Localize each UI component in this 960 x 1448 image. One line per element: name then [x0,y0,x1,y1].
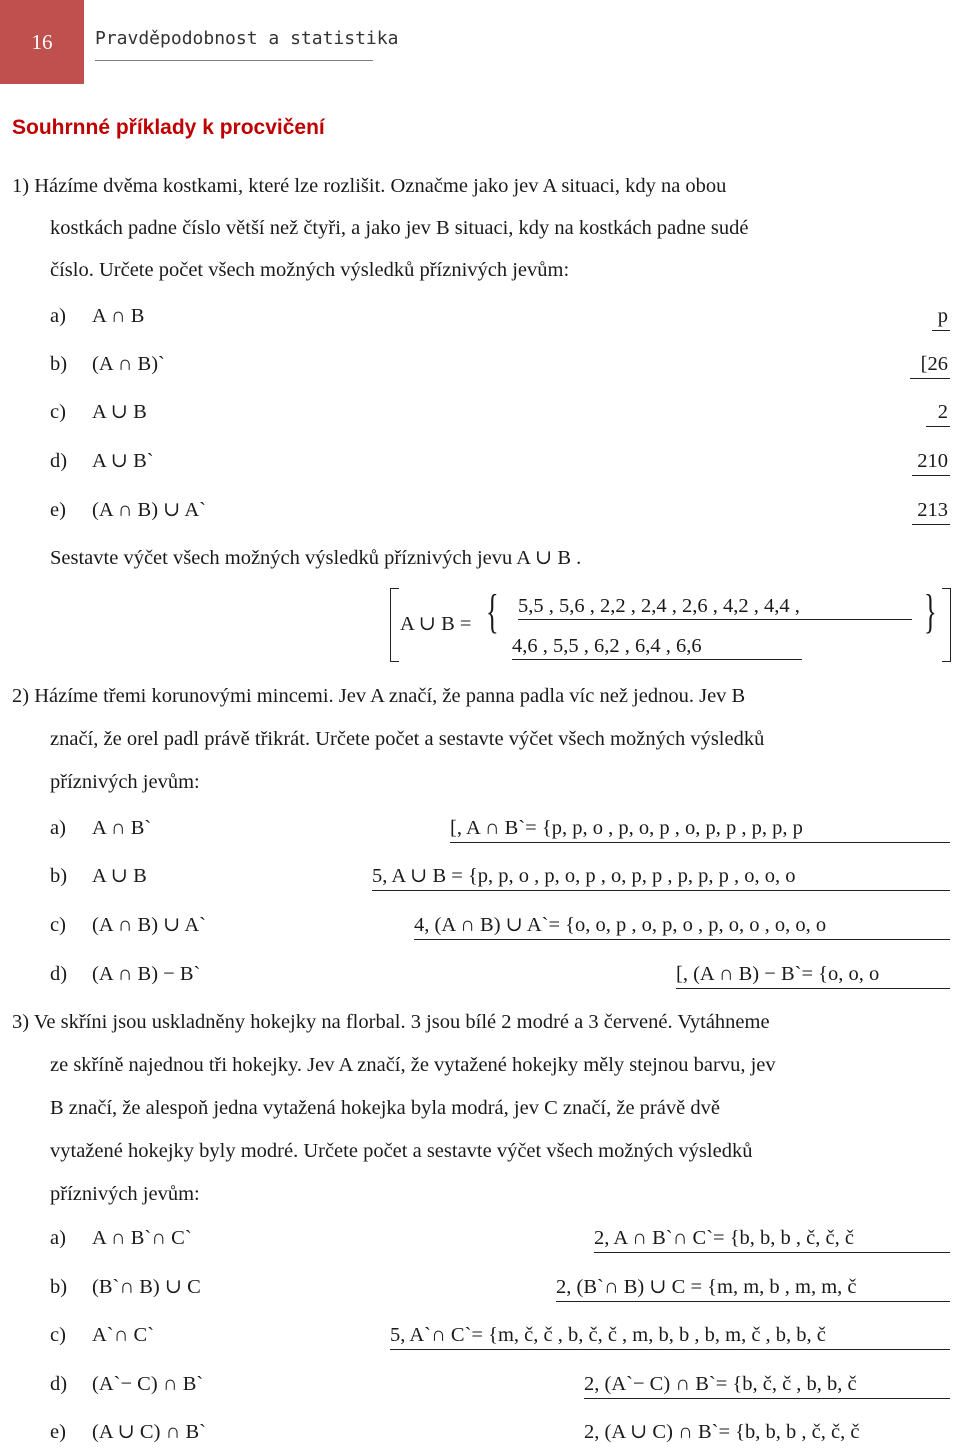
ex3-text-line2: ze skříně najednou tři hokejky. Jev A značí, že vytažené hokejky měly stejnou barvu, jev [50,1054,776,1076]
ex2-b-result: 5, A ∪ B = {p, p, o , p, o, p , o, p, p , p, p, p , o, o, o [372,865,796,887]
ex1-c-label: c) [50,401,66,423]
ex1-d-result-rule [912,475,950,476]
ex1-set-lhs: A ∪ B = [400,613,472,635]
ex3-d-result-rule [584,1398,950,1399]
chapter-title: Pravděpodobnost a statistika [95,28,399,49]
ex1-b-result-rule [910,378,950,379]
ex1-list-prompt: Sestavte výčet všech možných výsledků příznivých jevu A ∪ B . [50,547,582,569]
ex1-a-label: a) [50,305,66,327]
ex2-a-result-rule [450,842,950,843]
ex2-a-result: [, A ∩ B`= {p, p, o , p, o, p , o, p, p , p, p, p [450,817,803,839]
ex1-a-result-rule [932,330,950,331]
ex3-text-line3: B značí, že alespoň jedna vytažená hokejka byla modrá, jev C značí, že právě dvě [50,1097,720,1119]
ex2-a-label: a) [50,817,66,839]
ex1-a-result: p [937,305,948,327]
ex2-d-result: [, (A ∩ B) − B`= {o, o, o [676,963,880,985]
ex2-text-line2: značí, že orel padl právě třikrát. Určete počet a sestavte výčet všech možných výsledků [50,728,765,750]
ex3-a-result-rule [594,1252,950,1253]
ex2-a-expression: A ∩ B` [92,817,152,839]
ex3-b-result-rule [556,1301,950,1302]
ex1-set-row2: 4,6 , 5,5 , 6,2 , 6,4 , 6,6 [512,635,702,657]
page-number: 16 [31,29,53,54]
ex1-e-result: 213 [917,499,948,521]
header-divider [95,60,373,61]
ex1-b-label: b) [50,353,68,375]
ex3-e-expression: (A ∪ C) ∩ B` [92,1421,206,1443]
ex3-text-line5: příznivých jevům: [50,1183,200,1205]
ex3-d-expression: (A`− C) ∩ B` [92,1373,204,1395]
ex1-right-brace: } [924,585,937,638]
ex3-c-result-rule [390,1349,950,1350]
ex1-e-label: e) [50,499,66,521]
ex1-outer-bracket-left [390,588,399,662]
ex3-a-label: a) [50,1227,66,1249]
ex3-d-result: 2, (A`− C) ∩ B`= {b, č, č , b, b, č [584,1373,857,1395]
ex3-a-expression: A ∩ B`∩ C` [92,1227,192,1249]
ex2-c-result: 4, (A ∩ B) ∪ A`= {o, o, p , o, p, o , p, o, o , o, o, o [414,914,827,936]
ex3-c-label: c) [50,1324,66,1346]
ex3-e-result: 2, (A ∪ C) ∩ B`= {b, b, b , č, č, č [584,1421,860,1443]
ex3-c-result: 5, A`∩ C`= {m, č, č , b, č, č , m, b, b , b, m, č , b, b, č [390,1324,826,1346]
ex3-c-expression: A`∩ C` [92,1324,155,1346]
section-heading: Souhrnné příklady k procvičení [12,116,325,139]
ex2-text-line3: příznivých jevům: [50,771,200,793]
ex3-e-label: e) [50,1421,66,1443]
ex1-e-expression: (A ∩ B) ∪ A` [92,499,206,521]
ex1-d-label: d) [50,450,68,472]
ex3-d-label: d) [50,1373,68,1395]
ex1-text-line2: kostkách padne číslo větší než čtyři, a jako jev B situaci, kdy na kostkách padne sudé [50,217,749,239]
ex1-b-expression: (A ∩ B)` [92,353,165,375]
ex2-text-line1: 2) Házíme třemi korunovými mincemi. Jev A značí, že panna padla víc než jednou. Jev B [12,685,746,707]
ex2-d-label: d) [50,963,68,985]
ex1-set-row2-rule [512,659,802,660]
ex3-b-result: 2, (B`∩ B) ∪ C = {m, m, b , m, m, č [556,1276,857,1298]
ex2-c-label: c) [50,914,66,936]
ex3-a-result: 2, A ∩ B`∩ C`= {b, b, b , č, č, č [594,1227,854,1249]
ex1-e-result-rule [912,524,950,525]
ex1-set-row1: 5,5 , 5,6 , 2,2 , 2,4 , 2,6 , 4,2 , 4,4 , [518,595,800,617]
ex1-c-expression: A ∪ B [92,401,147,423]
ex2-b-label: b) [50,865,68,887]
ex1-d-expression: A ∪ B` [92,450,154,472]
ex2-c-expression: (A ∩ B) ∪ A` [92,914,206,936]
ex2-b-expression: A ∪ B [92,865,147,887]
ex2-d-result-rule [676,988,950,989]
ex3-text-line1: 3) Ve skříni jsou uskladněny hokejky na florbal. 3 jsou bílé 2 modré a 3 červené. Vytáhneme [12,1011,770,1033]
ex1-b-result: [26 [920,353,948,375]
ex1-outer-bracket-right [942,588,951,662]
ex1-left-brace: { [486,585,499,638]
ex3-text-line4: vytažené hokejky byly modré. Určete počet a sestavte výčet všech možných výsledků [50,1140,753,1162]
ex1-text-line1: 1) Házíme dvěma kostkami, které lze rozlišit. Označme jako jev A situaci, kdy na obou [12,175,727,197]
ex2-d-expression: (A ∩ B) − B` [92,963,201,985]
ex3-b-label: b) [50,1276,68,1298]
ex2-b-result-rule [372,890,950,891]
ex1-a-expression: A ∩ B [92,305,145,327]
ex2-c-result-rule [414,939,950,940]
ex1-d-result: 210 [917,450,948,472]
ex1-set-row1-rule [518,619,912,620]
ex1-c-result-rule [926,426,950,427]
ex1-c-result: 2 [937,401,948,423]
ex3-b-expression: (B`∩ B) ∪ C [92,1276,201,1298]
page-number-badge [0,0,84,84]
ex1-text-line3: číslo. Určete počet všech možných výsledků příznivých jevům: [50,259,570,281]
